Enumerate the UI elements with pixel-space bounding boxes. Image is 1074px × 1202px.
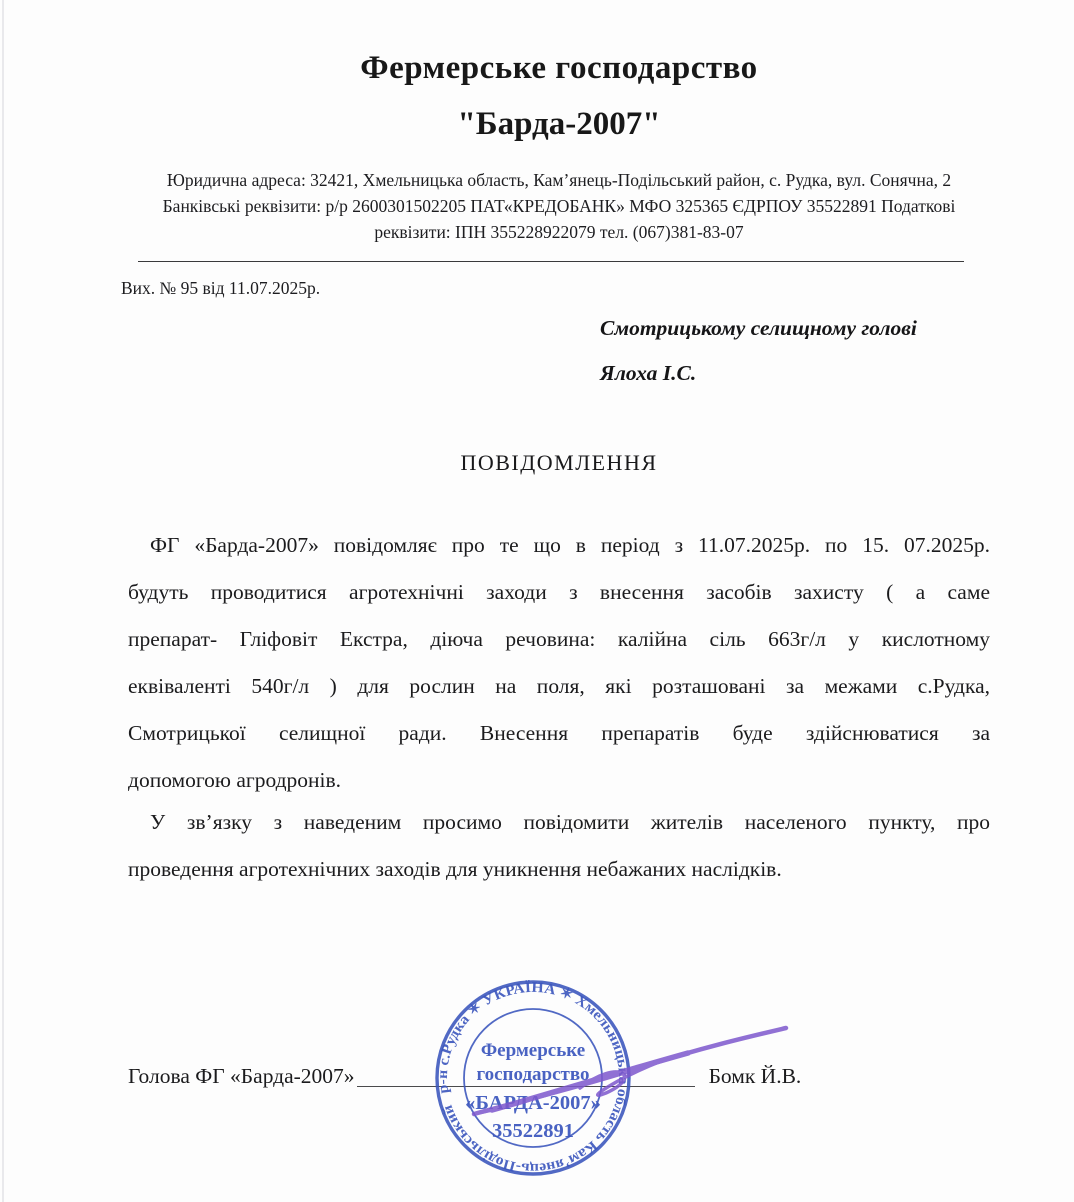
paragraph-1 [128,522,990,804]
org-type-title: Фермерське господарство [360,50,758,86]
signer-position-label: Голова ФГ «Барда-2007» [128,1064,355,1088]
scan-edge-artifact [2,0,4,1202]
address-line-3: реквізити: ІПН 355228922079 тел. (067)381-83-07 [374,222,744,242]
outgoing-ref-number: Вих. № 95 від 11.07.2025р. [121,278,321,298]
document-title: ПОВІДОМЛЕННЯ [460,450,658,475]
stamp-ring-text: р-н с.Рудка ✶ УКРАЇНА ✶ Хмельницька область Кам’янець-Подільський [434,979,632,1177]
signature-stroke-loop [580,1056,676,1095]
recipient-title: Смотрицькому селищному голові [600,316,917,340]
paragraph-2 [128,799,990,893]
letterhead-divider-line [138,261,964,262]
signature-stroke-tail [474,1099,532,1114]
paragraph-2-line: проведення агротехнічних заходів для уникнення небажаних наслідків. [128,857,782,881]
stamp-center-line-3: «БАРДА-2007» [465,1092,601,1114]
paragraph-1-line: допомогою агродронів. [128,768,342,792]
letterhead-requisites [128,167,990,245]
recipient-name: Ялоха І.С. [600,361,697,385]
paragraph-1-line: еквіваленті 540г/л ) для рослин на поля, які розташовані за межами с.Рудка, [128,674,990,698]
paragraph-1-line: препарат- Гліфовіт Екстра, діюча речовина: калійна сіль 663г/л у кислотному [128,627,990,651]
recipient-block [600,316,917,386]
handwritten-signature-ink [430,1000,810,1140]
address-line-1: Юридична адреса: 32421, Хмельницька область, Кам’янець-Подільський район, с. Рудка, вул. Сонячна, 2 [166,170,952,190]
stamp-center-line-4: 35522891 [492,1120,574,1142]
paragraph-1-line: ФГ «Барда-2007» повідомляє про те що в період з 11.07.2025р. по 15. 07.2025р. [150,533,990,557]
org-name-title: "Барда-2007" [457,106,661,142]
paragraph-1-line: Смотрицької селищної ради. Внесення препаратів буде здійснюватися за [128,721,990,745]
stamp-center-line-1: Фермерське [480,1040,586,1061]
signer-name: Бомк Й.В. [708,1064,802,1088]
paragraph-2-line: У зв’язку з наведеним просимо повідомити жителів населеного пункту, про [150,810,990,834]
stamp-center-line-2: господарство [476,1064,590,1085]
paragraph-1-line: будуть проводитися агротехнічні заходи з внесення засобів захисту ( а саме [128,580,990,604]
address-line-2: Банківські реквізити: р/р 2600301502205 ПАТ«КРЕДОБАНК» МФО 325365 ЄДРПОУ 35522891 Податкові [162,196,956,216]
